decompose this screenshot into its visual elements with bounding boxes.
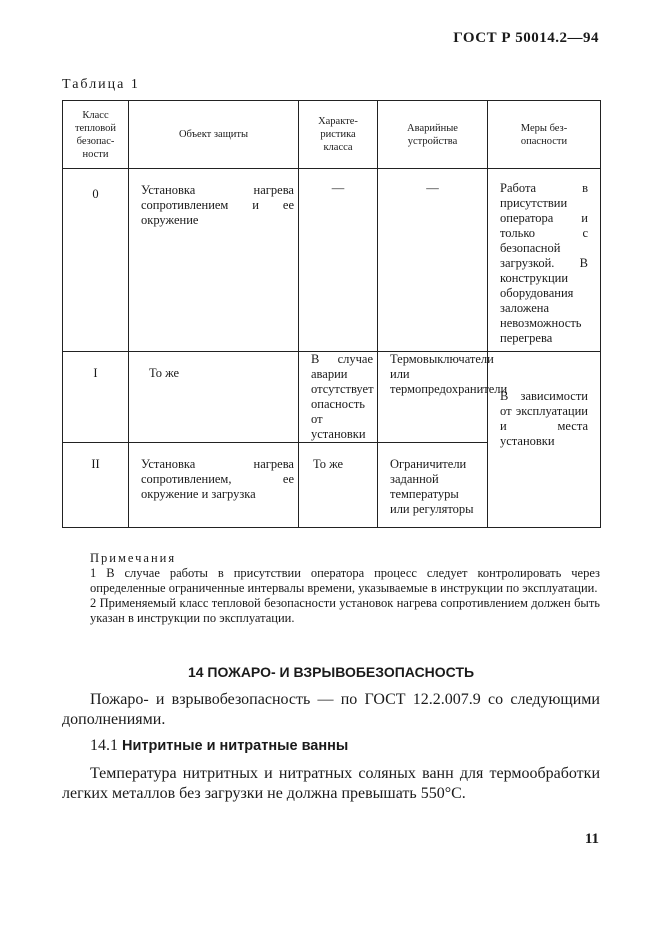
table-header-row bbox=[63, 101, 601, 169]
row-1-class: I bbox=[93, 366, 98, 380]
header-object: Объект защиты bbox=[129, 101, 299, 169]
header-devices: Аварийные устройства bbox=[378, 101, 488, 169]
note-1: 1 В случае работы в присутствии оператора процесс следует контролировать через определенные ограниченные интервалы времени, указываемые в инструкции по эксплуатации. bbox=[90, 566, 600, 595]
row-1-measures: В зависимости от эксплуатации и места установки bbox=[500, 389, 588, 448]
subsection-title: Нитритные и нитратные ванны bbox=[122, 738, 349, 754]
table-row bbox=[63, 352, 601, 443]
row-0-object: Установка нагрева сопротивлением и ее окружение bbox=[141, 183, 294, 227]
table-notes bbox=[90, 551, 600, 626]
row-0-characteristic: — bbox=[331, 181, 345, 195]
row-2-object: Установка нагрева сопротивлением, ее окружение и загрузка bbox=[141, 457, 294, 501]
row-1-characteristic: В случае аварии отсутствует опасность от установки bbox=[311, 352, 374, 441]
page-number: 11 bbox=[584, 831, 599, 847]
section-paragraph-1: Пожаро- и взрывобезопасность — по ГОСТ 12.2.007.9 со следующими дополнениями. bbox=[62, 691, 600, 728]
document-header: ГОСТ Р 50014.2—94 bbox=[453, 30, 599, 46]
header-characteristic: Характе-ристика класса bbox=[299, 101, 378, 169]
subsection-heading bbox=[90, 736, 600, 756]
safety-class-table bbox=[62, 100, 601, 528]
header-class: Класс тепловой безопас-ности bbox=[63, 101, 129, 169]
notes-title: Примечания bbox=[90, 551, 177, 565]
table-caption: Таблица 1 bbox=[62, 77, 140, 92]
row-2-characteristic: То же bbox=[313, 457, 344, 471]
note-2: 2 Применяемый класс тепловой безопасности установок нагрева сопротивлением должен быть указан в инструкции по эксплуатации. bbox=[90, 596, 600, 625]
row-1-object: То же bbox=[149, 366, 180, 380]
subsection-number: 14.1 bbox=[90, 737, 118, 754]
row-0-class: 0 bbox=[92, 187, 99, 201]
row-0-measures: Работа в присутствии оператора и только с безопасной загрузкой. В конструкции оборудования заложена невозможность перегрева bbox=[500, 181, 588, 345]
row-2-devices: Ограничители заданной температуры или регуляторы bbox=[390, 457, 474, 516]
header-measures: Меры без-опасности bbox=[488, 101, 601, 169]
section-paragraph-2: Температура нитритных и нитратных соляных ванн для термообработки легких металлов без загрузки не должна превышать 550°С. bbox=[62, 765, 600, 802]
row-0-devices: — bbox=[426, 181, 439, 195]
row-1-devices: Термовыключатели или термопредохранители bbox=[390, 352, 508, 396]
table-row bbox=[63, 169, 601, 352]
section-title: 14 ПОЖАРО- И ВЗРЫВОБЕЗОПАСНОСТЬ bbox=[187, 664, 475, 680]
row-2-class: II bbox=[91, 457, 100, 471]
